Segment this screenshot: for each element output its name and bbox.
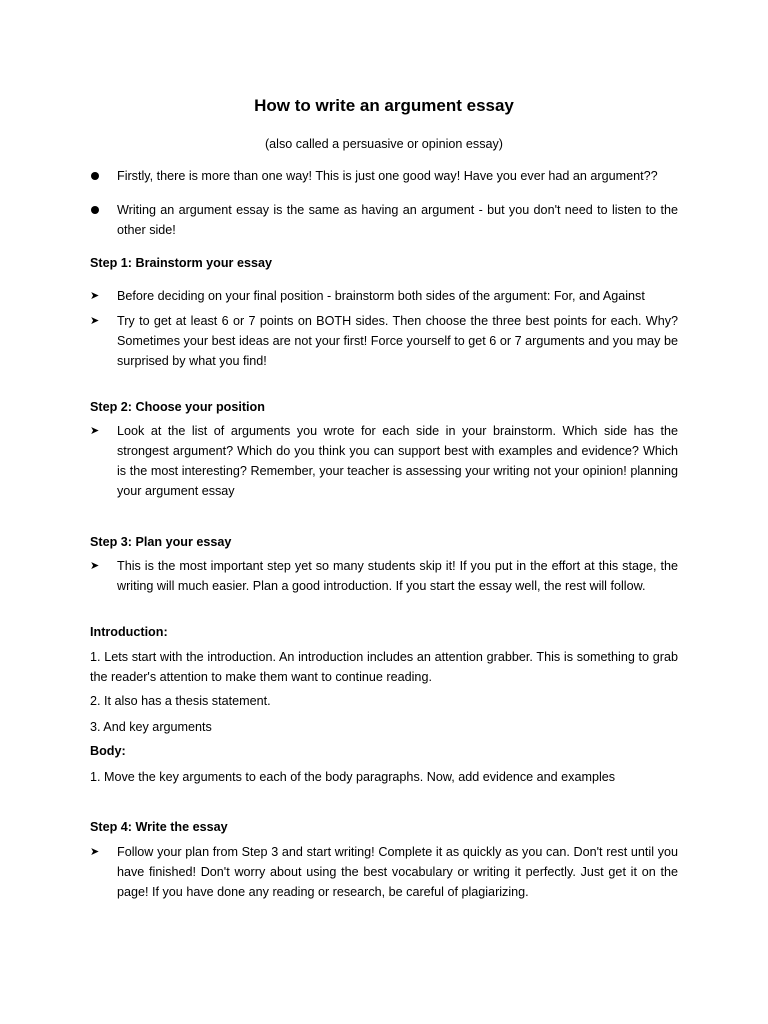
arrow-item (90, 311, 678, 371)
introduction-point: 2. It also has a thesis statement. (90, 694, 271, 708)
introduction-heading: Introduction: (90, 625, 168, 639)
arrowhead-icon: ➤ (90, 425, 100, 437)
step3-heading: Step 3: Plan your essay (90, 535, 232, 549)
arrow-item-text: Try to get at least 6 or 7 points on BOTH sides. Then choose the three best points for each. Why? Sometimes your best ideas are not your first! Force yourself to get 6 or 7 arguments and you may be surprised by what you find! (117, 314, 678, 368)
arrow-item-text: Before deciding on your final position - brainstorm both sides of the argument: For, and Against (117, 289, 645, 303)
page-title: How to write an argument essay (254, 96, 514, 115)
bullet-item (90, 200, 678, 240)
introduction-point: 1. Lets start with the introduction. An introduction includes an attention grabber. This is something to grab the reader's attention to make them want to continue reading. (90, 650, 678, 684)
body-point: 1. Move the key arguments to each of the body paragraphs. Now, add evidence and examples (90, 770, 616, 784)
arrowhead-icon: ➤ (90, 560, 100, 572)
arrow-item (90, 421, 678, 501)
arrow-item (90, 286, 678, 306)
arrowhead-icon: ➤ (90, 315, 100, 327)
bullet-text: Writing an argument essay is the same as having an argument - but you don't need to listen to the other side! (117, 203, 678, 237)
bullet-text: Firstly, there is more than one way! This is just one good way! Have you ever had an argument?? (117, 169, 658, 183)
arrowhead-icon: ➤ (90, 846, 100, 858)
step2-heading: Step 2: Choose your position (90, 400, 265, 414)
arrowhead-icon: ➤ (90, 290, 100, 302)
body-heading: Body: (90, 744, 126, 758)
step1-heading: Step 1: Brainstorm your essay (90, 256, 272, 270)
page-subtitle: (also called a persuasive or opinion essay) (264, 137, 503, 151)
bullet-item (90, 166, 678, 186)
arrow-item-text: Follow your plan from Step 3 and start writing! Complete it as quickly as you can. Don't rest until you have finished! Don't worry about using the best vocabulary or writing it perfectly. Just get it on the page! If you have done any reading or research, be careful of plagiarizing. (117, 845, 678, 899)
bullet-icon (90, 166, 110, 186)
introduction-point: 3. And key arguments (90, 720, 212, 734)
arrow-item (90, 556, 678, 596)
arrow-item (90, 842, 678, 902)
arrow-item-text: This is the most important step yet so many students skip it! If you put in the effort at this stage, the writing will much easier. Plan a good introduction. If you start the essay well, the rest will follow. (117, 559, 678, 593)
bullet-icon (90, 200, 110, 220)
arrow-item-text: Look at the list of arguments you wrote for each side in your brainstorm. Which side has the strongest argument? Which do you think you can support best with examples and evidence? Which is the most interesting? Remember, your teacher is assessing your writing not your opinion! planning your argument essay (117, 424, 678, 498)
step4-heading: Step 4: Write the essay (90, 820, 228, 834)
